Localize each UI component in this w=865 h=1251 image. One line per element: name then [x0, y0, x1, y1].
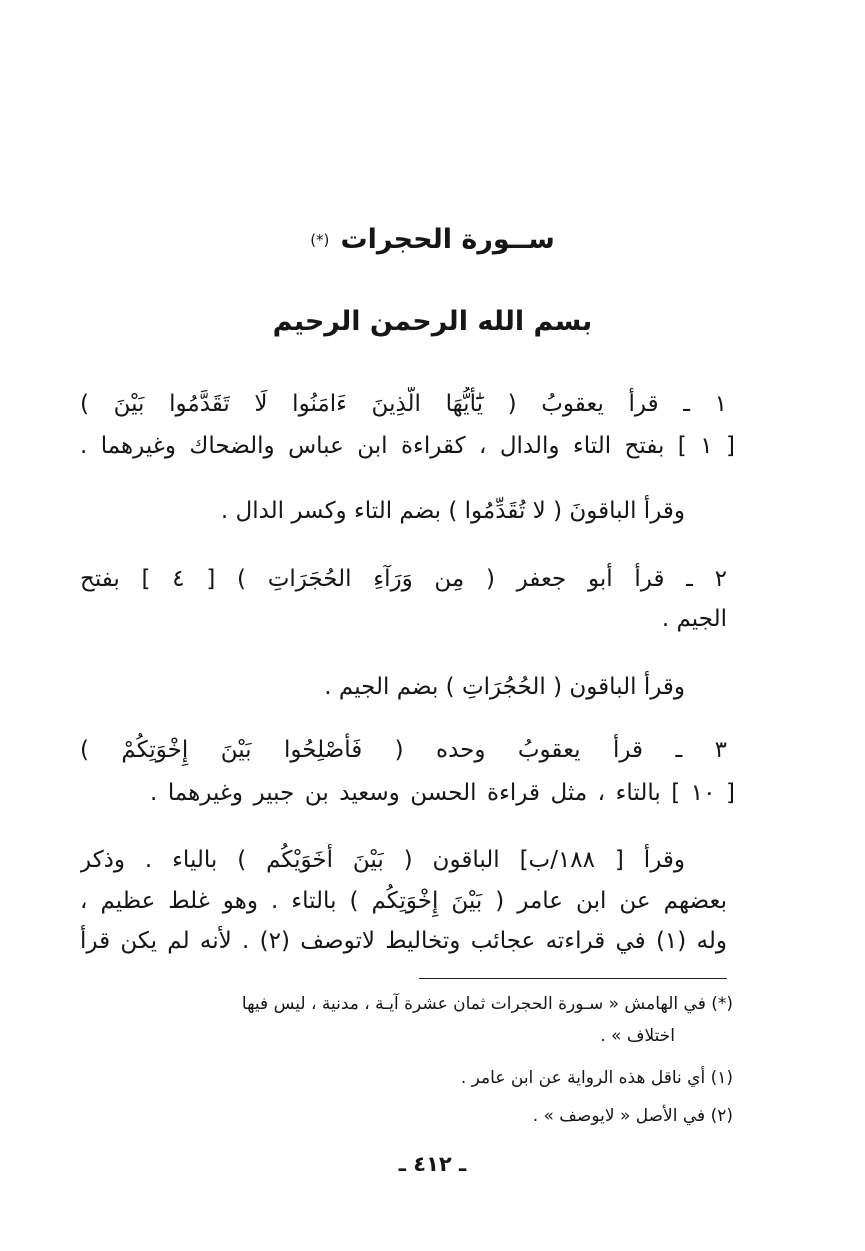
text-line-1: ١ ـ قرأ يعقوبُ ( يَٰٓأَيُّهَا الَّذِينَ ءَامَنُوا لَا تَقَدَّمُوا بَيْنَ ) [80, 391, 727, 417]
basmala: بسم الله الرحمن الرحيم [272, 306, 593, 337]
text-line-2: [ ١ ] بفتح التاء والدال ، كقراءة ابن عباس والضحاك وغيرهما . [80, 433, 735, 459]
surah-title-footnote-marker: (*) [310, 230, 330, 249]
surah-title: ســورة الحجرات [340, 224, 555, 255]
text-line-8: [ ١٠ ] بالتاء ، مثل قراءة الحسن وسعيد بن جبير وغيرهما . [150, 780, 735, 806]
footnote-2: (٢) في الأصل « لايوصف » . [532, 1106, 733, 1126]
text-line-5: الجيم . [661, 606, 727, 632]
footnote-1: (١) أي ناقل هذه الرواية عن ابن عامر . [460, 1068, 733, 1088]
page-number: ـ ٤١٢ ـ [398, 1152, 467, 1176]
text-line-3: وقرأ الباقونَ ( لا تُقَدِّمُوا ) بضم التاء وكسر الدال . [220, 498, 685, 524]
footnote-star-line-2: اختلاف » . [600, 1026, 675, 1046]
text-line-4: ٢ ـ قرأ أبو جعفر ( مِن وَرَآءِ الحُجَرَاتِ ) [ ٤ ] بفتح [80, 566, 727, 592]
surah-heading [0, 224, 865, 264]
text-line-11: وله (١) في قراءته عجائب وتخاليط لاتوصف (٢) . لأنه لم يكن قرأ [80, 928, 727, 954]
footnote-star-line-1: (*) في الهامش « سـورة الحجرات ثمان عشرة آيـة ، مدنية ، ليس فيها [241, 994, 733, 1014]
text-line-6: وقرأ الباقون ( الحُجُرَاتِ ) بضم الجيم . [324, 674, 685, 700]
text-line-9: وقرأ [ ١٨٨/ب] الباقون ( بَيْنَ أَخَوَيْكُم ) بالياء . وذكر [80, 847, 685, 873]
text-line-7: ٣ ـ قرأ يعقوبُ وحده ( فَأَصْلِحُوا بَيْنَ إِخْوَتِكُمْ ) [80, 737, 727, 763]
text-line-10: بعضهم عن ابن عامر ( بَيْنَ إِخْوَتِكُم ) بالتاء . وهو غلط عظيم ، [80, 888, 727, 914]
footnote-separator [419, 978, 727, 979]
